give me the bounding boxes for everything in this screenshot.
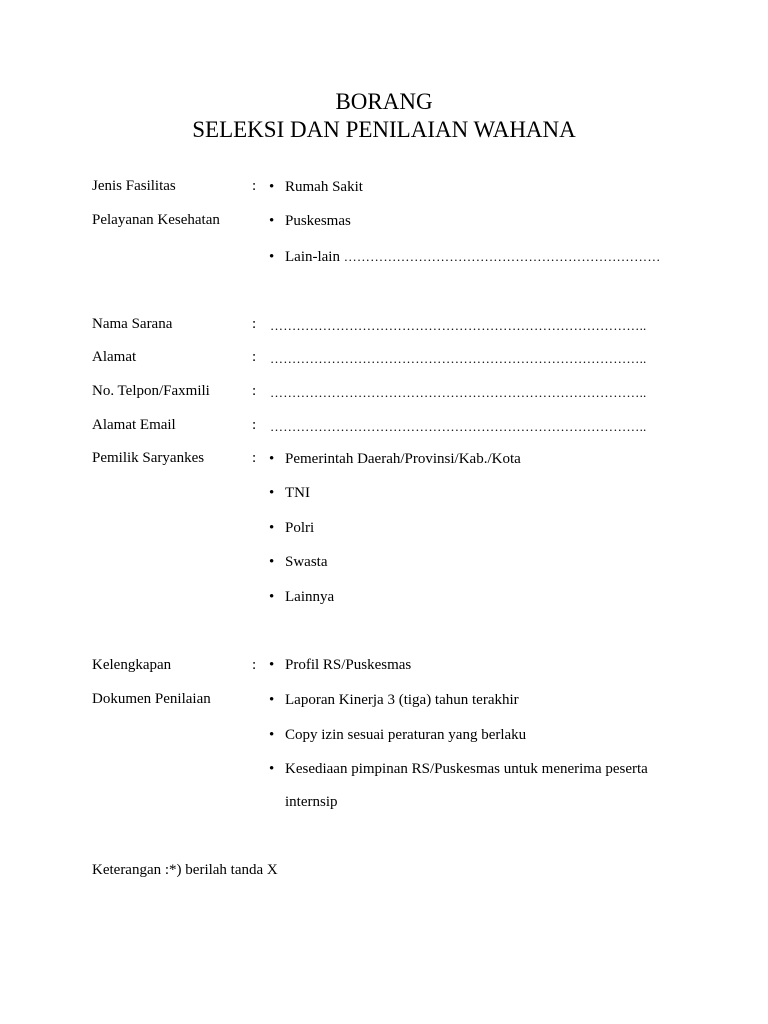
bullet-icon: • [269, 249, 275, 265]
option-label: Lain-lain [285, 249, 340, 265]
bullet-icon: • [269, 657, 275, 673]
facility-option-lain-lain[interactable] [269, 247, 661, 267]
bullet-icon: • [269, 589, 275, 605]
bullet-icon: • [269, 692, 275, 708]
owner-option-tni[interactable] [269, 483, 310, 503]
owner-option-polri[interactable] [269, 518, 314, 538]
document-item-laporan-kinerja[interactable] [269, 690, 519, 710]
field-label-nama-sarana: Nama Sarana [92, 316, 173, 332]
document-item-kesediaan[interactable] [269, 759, 648, 779]
document-label: Kesediaan pimpinan RS/Puskesmas untuk menerima peserta [285, 761, 648, 777]
field-value-nama-sarana[interactable]: ………………………………………………………………………….. [270, 318, 647, 333]
colon-separator: : [252, 316, 257, 332]
option-label: Swasta [285, 554, 328, 570]
option-label: Pemerintah Daerah/Provinsi/Kab./Kota [285, 451, 521, 467]
bullet-icon: • [269, 213, 275, 229]
facility-option-puskesmas[interactable] [269, 211, 351, 231]
documents-label-line1: Kelengkapan [92, 657, 172, 673]
documents-label-line2: Dokumen Penilaian [92, 691, 211, 707]
option-label: TNI [285, 485, 310, 501]
colon-separator: : [252, 417, 257, 433]
document-label: Profil RS/Puskesmas [285, 657, 412, 673]
owner-option-lainnya[interactable] [269, 587, 334, 607]
footer-note: Keterangan :*) berilah tanda X [92, 862, 278, 878]
facility-type-label-line2: Pelayanan Kesehatan [92, 212, 220, 228]
bullet-icon: • [269, 451, 275, 467]
bullet-icon: • [269, 179, 275, 195]
form-subtitle: SELEKSI DAN PENILAIAN WAHANA [192, 117, 576, 142]
document-item-profil[interactable] [269, 655, 411, 675]
bullet-icon: • [269, 727, 275, 743]
other-facility-fill-field[interactable]: ……………………………………………………………… [343, 249, 661, 264]
colon-separator: : [252, 349, 257, 365]
colon-separator: : [252, 450, 257, 466]
owner-label: Pemilik Saryankes [92, 450, 205, 466]
field-label-alamat: Alamat [92, 349, 137, 365]
option-label: Rumah Sakit [285, 179, 363, 195]
field-value-alamat-email[interactable]: ………………………………………………………………………….. [270, 419, 647, 434]
field-value-telpon-fax[interactable]: ………………………………………………………………………….. [270, 385, 647, 400]
bullet-icon: • [269, 761, 275, 777]
field-label-alamat-email: Alamat Email [92, 417, 176, 433]
colon-separator: : [252, 383, 257, 399]
colon-separator: : [252, 178, 257, 194]
bullet-icon: • [269, 520, 275, 536]
document-item-kesediaan-continuation: internsip [285, 794, 338, 810]
document-label: Copy izin sesuai peraturan yang berlaku [285, 727, 527, 743]
option-label: Puskesmas [285, 213, 351, 229]
form-title: BORANG [335, 89, 433, 114]
field-label-telpon-fax: No. Telpon/Faxmili [92, 383, 210, 399]
option-label: Polri [285, 520, 315, 536]
owner-option-swasta[interactable] [269, 552, 328, 572]
bullet-icon: • [269, 485, 275, 501]
owner-option-pemda[interactable] [269, 449, 521, 469]
facility-type-label-line1: Jenis Fasilitas [92, 178, 176, 194]
document-label: Laporan Kinerja 3 (tiga) tahun terakhir [285, 692, 519, 708]
facility-option-rumah-sakit[interactable] [269, 177, 363, 197]
colon-separator: : [252, 657, 257, 673]
document-item-copy-izin[interactable] [269, 725, 526, 745]
bullet-icon: • [269, 554, 275, 570]
field-value-alamat[interactable]: ………………………………………………………………………….. [270, 351, 647, 366]
option-label: Lainnya [285, 589, 335, 605]
